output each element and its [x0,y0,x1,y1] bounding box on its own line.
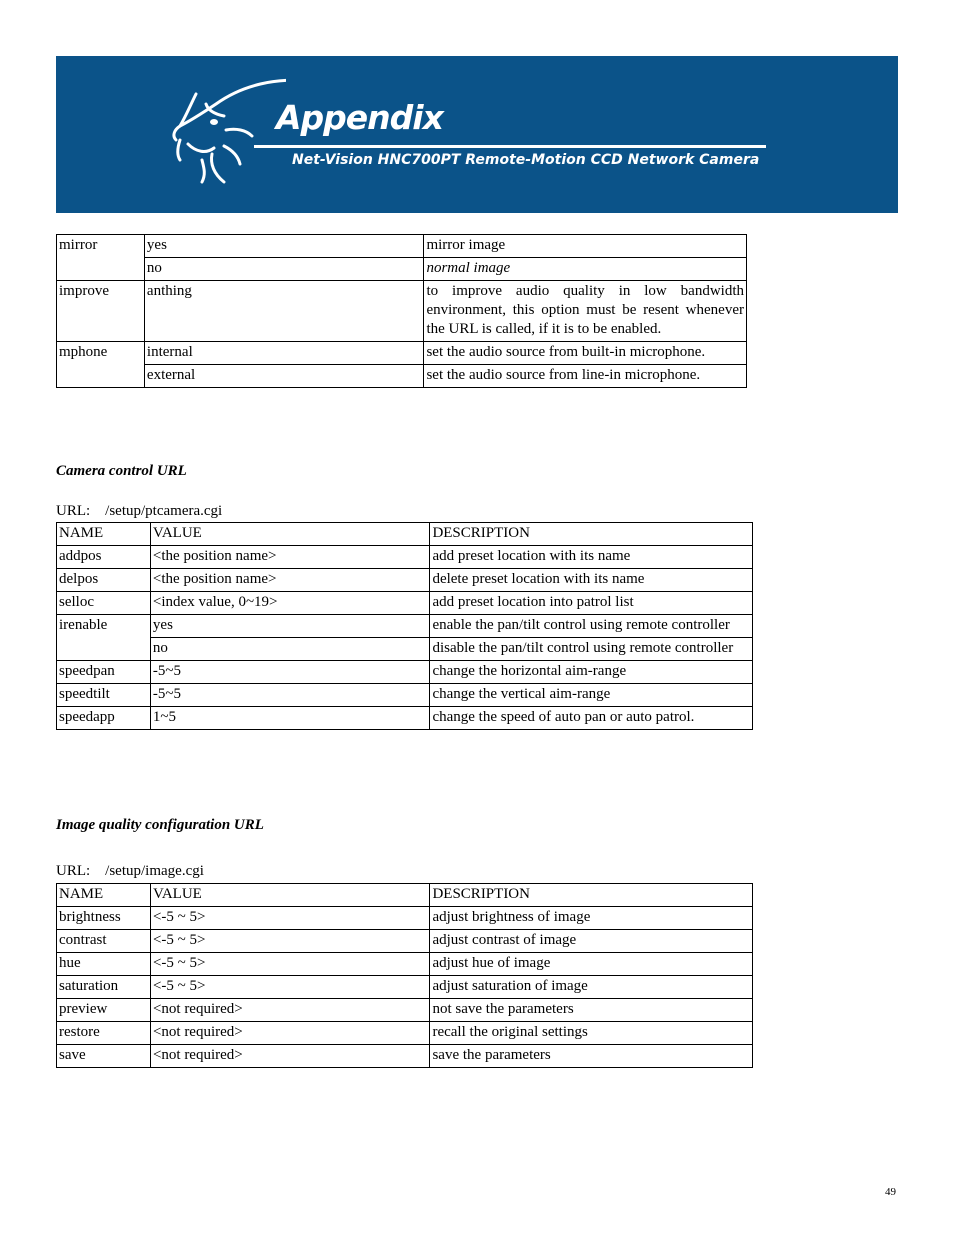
param-name: save [57,1045,151,1068]
column-header: DESCRIPTION [430,523,753,546]
table-row [57,615,753,638]
table-row [57,684,753,707]
param-description: set the audio source from line-in microphone. [424,365,747,388]
param-name: restore [57,1022,151,1045]
param-value: <not required> [150,1045,430,1068]
param-description: add preset location into patrol list [430,592,753,615]
appendix-banner [56,56,898,213]
param-name: irenable [57,615,151,661]
param-name: preview [57,999,151,1022]
image-url-line [56,863,204,880]
param-value: anthing [144,281,424,342]
table-row [57,235,747,258]
param-name: brightness [57,907,151,930]
table-row [57,907,753,930]
camera-control-heading: Camera control URL [56,463,187,479]
table-row [57,953,753,976]
table-row [57,930,753,953]
image-quality-table [56,883,753,1068]
param-value: <not required> [150,1022,430,1045]
table-row [57,707,753,730]
param-description: change the horizontal aim-range [430,661,753,684]
param-description: disable the pan/tilt control using remote controller [430,638,753,661]
param-name: mphone [57,342,145,388]
table-row [57,976,753,999]
param-value: -5~5 [150,684,430,707]
table-row [57,281,747,342]
param-value: <-5 ~ 5> [150,930,430,953]
banner-divider [254,145,766,148]
param-description: save the parameters [430,1045,753,1068]
param-description: change the vertical aim-range [430,684,753,707]
url-label: URL: [56,863,91,879]
eagle-head-logo [166,74,286,189]
table-header-row [57,523,753,546]
table-row [57,569,753,592]
param-description: add preset location with its name [430,546,753,569]
param-value: yes [144,235,424,258]
table-row [57,342,747,365]
column-header: DESCRIPTION [430,884,753,907]
page-number: 49 [885,1186,896,1198]
param-value: <the position name> [150,569,430,592]
param-name: selloc [57,592,151,615]
param-name: hue [57,953,151,976]
param-value: <-5 ~ 5> [150,953,430,976]
param-description: adjust saturation of image [430,976,753,999]
param-description: normal image [424,258,747,281]
table-row [57,592,753,615]
param-value: <not required> [150,999,430,1022]
param-description: set the audio source from built-in microphone. [424,342,747,365]
param-description: enable the pan/tilt control using remote controller [430,615,753,638]
table-row [57,999,753,1022]
audio-video-params-table [56,234,747,388]
param-value: <index value, 0~19> [150,592,430,615]
table-row [57,546,753,569]
param-description: to improve audio quality in low bandwidth environment, this option must be resent whenever the URL is called, if it is to be enabled. [424,281,747,342]
url-label: URL: [56,503,91,519]
param-description: recall the original settings [430,1022,753,1045]
param-name: contrast [57,930,151,953]
banner-title: Appendix [276,98,443,137]
param-value: -5~5 [150,661,430,684]
param-value: yes [150,615,430,638]
table-row [57,365,747,388]
param-value: 1~5 [150,707,430,730]
table-header-row [57,884,753,907]
param-description: delete preset location with its name [430,569,753,592]
param-description: adjust brightness of image [430,907,753,930]
column-header: VALUE [150,884,430,907]
table-row [57,661,753,684]
param-name: addpos [57,546,151,569]
param-description: adjust contrast of image [430,930,753,953]
param-value: no [150,638,430,661]
table-row [57,638,753,661]
column-header: VALUE [150,523,430,546]
param-description: adjust hue of image [430,953,753,976]
table-row [57,1045,753,1068]
param-value: external [144,365,424,388]
param-value: <-5 ~ 5> [150,976,430,999]
column-header: NAME [57,523,151,546]
column-header: NAME [57,884,151,907]
param-name: speedpan [57,661,151,684]
banner-subtitle: Net-Vision HNC700PT Remote-Motion CCD Network Camera [292,152,760,168]
camera-control-table [56,522,753,730]
param-value: <the position name> [150,546,430,569]
param-name: saturation [57,976,151,999]
param-name: speedapp [57,707,151,730]
param-description: change the speed of auto pan or auto patrol. [430,707,753,730]
param-name: delpos [57,569,151,592]
param-description: not save the parameters [430,999,753,1022]
param-name: improve [57,281,145,342]
url-path: /setup/image.cgi [105,863,204,879]
param-name: mirror [57,235,145,281]
table-row [57,1022,753,1045]
image-quality-heading: Image quality configuration URL [56,817,264,833]
param-value: <-5 ~ 5> [150,907,430,930]
camera-url-line [56,503,222,520]
url-path: /setup/ptcamera.cgi [105,503,223,519]
param-name: speedtilt [57,684,151,707]
param-value: no [144,258,424,281]
param-description: mirror image [424,235,747,258]
table-row [57,258,747,281]
param-value: internal [144,342,424,365]
